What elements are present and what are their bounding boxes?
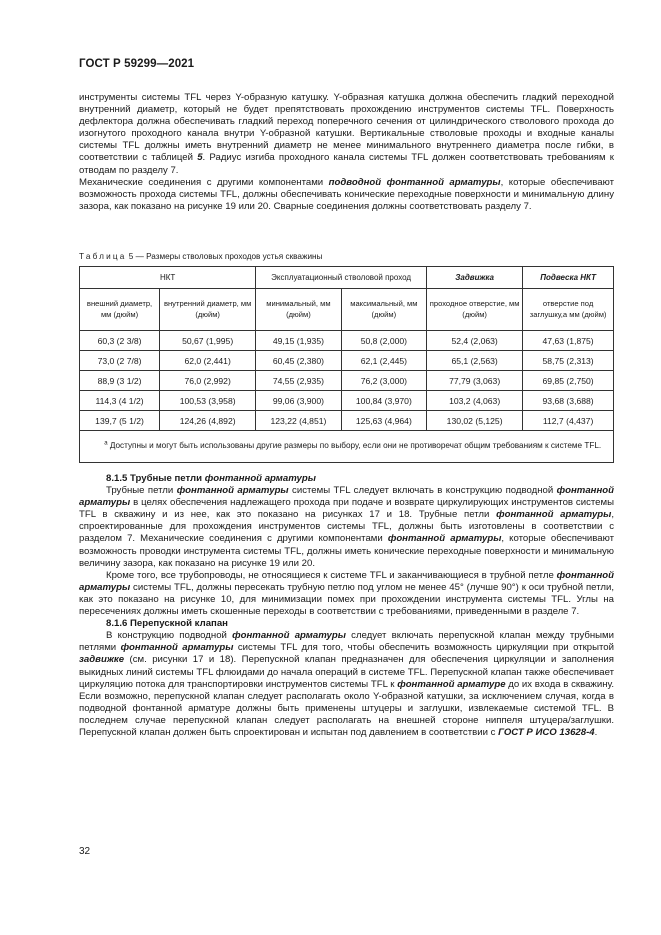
table-row xyxy=(80,331,614,351)
table-caption-word: Таблица xyxy=(79,252,127,261)
table-cell: 52,4 (2,063) xyxy=(427,331,523,351)
table-cell: 49,15 (1,935) xyxy=(256,331,341,351)
group-header-tubing: НКТ xyxy=(80,267,256,289)
table-cell: 50,8 (2,000) xyxy=(341,331,426,351)
text-run: , спроектированные для прохождения инструментов системы TFL, должны быть изготовлены в соответствии с разделом 7. Механические соединения с другими компонентами xyxy=(79,509,615,545)
text-run: Трубные петли xyxy=(106,485,177,497)
text-run: (см. рисунки 17 и 18). Перепускной клапан предназначен для обеспечения циркуляции и заполнения выкидных линий системы TFL флюидами до начала операций в системе TFL. Перепускной клапан также обеспечивает циркуляцию потока для транспортировки инструментов системы TFL к xyxy=(79,654,614,690)
table-cell: 60,45 (2,380) xyxy=(256,351,341,371)
intro-p1-text: инструменты системы TFL через Y-образную катушку. Y-образная катушка должна обеспечить гладкий переходной внутренний диаметр, который не будет препятствовать прохождению инструментов системы TFL. Поверхность дефлектора должна обеспечивать гладкий переход поперечного сечения от цилиндрического стволового прохода до изогнутого проходного канала внутри Y-образной катушки. Вертикальные стволовые проходы и входные каналы системы TFL должны иметь внутренний диаметр не менее минимального внутреннего диаметра после гибки, в соответствии с таблицей xyxy=(79,92,614,164)
table-cell: 76,0 (2,992) xyxy=(160,371,256,391)
text-run: , которые обеспечивают возможность проводки инструмента системы TFL, должны иметь конические переходные поверхности и минимальную величину зазора, как показано на рисунке 19 или 20. xyxy=(79,533,614,569)
group-header-production-bore: Эксплуатационный стволовой проход xyxy=(256,267,427,289)
emphasis-run: фонтанной арматуры xyxy=(79,485,614,509)
text-run: в целях обеспечения надлежащего прохода при подаче и возврате циркулирующих инструментов системы TFL в скважину и из нее, как это показано на рисунках 17 и 18. Трубные петли xyxy=(79,497,614,521)
section-8-1-5-heading-emphasis: фонтанной арматуры xyxy=(204,473,316,484)
emphasis-run: фонтанной арматуре xyxy=(397,678,506,690)
table-cell: 124,26 (4,892) xyxy=(160,411,256,431)
subheader-through-bore: проходное отверстие, мм (дюйм) xyxy=(427,289,523,331)
subheader-plug-bore: отверстие под заглушку,а мм (дюйм) xyxy=(523,289,614,331)
text-run: Кроме того, все трубопроводы, не относящиеся к системе TFL и заканчивающиеся в трубной петле xyxy=(106,569,557,581)
table-cell: 60,3 (2 3/8) xyxy=(80,331,160,351)
table-cell: 88,9 (3 1/2) xyxy=(80,371,160,391)
table-cell: 93,68 (3,688) xyxy=(523,391,614,411)
document-header: ГОСТ Р 59299—2021 xyxy=(79,58,195,70)
intro-p2-end: , которые обеспечивают возможность прохода системы TFL, должны обеспечивать конические переходные поверхности и минимальную длину зазора, как показано на рисунке 19 или 20. Сварные соединения должны соответствовать разделу 7. xyxy=(79,176,614,212)
emphasis-run: фонтанной арматуры xyxy=(496,509,612,521)
intro-text xyxy=(79,92,614,213)
table-cell: 47,63 (1,875) xyxy=(523,331,614,351)
table-cell: 76,2 (3,000) xyxy=(341,371,426,391)
table-cell: 100,84 (3,970) xyxy=(341,391,426,411)
table-cell: 65,1 (2,563) xyxy=(427,351,523,371)
page-number: 32 xyxy=(79,846,91,857)
table-reference: 5 xyxy=(197,152,203,164)
emphasis-run: фонтанной арматуры xyxy=(120,642,234,654)
table-group-header-row xyxy=(80,267,614,289)
table-footnote xyxy=(80,431,614,463)
intro-paragraph-2 xyxy=(79,177,614,213)
table-cell: 125,63 (4,964) xyxy=(341,411,426,431)
footnote-text: Доступны и могут быть использованы другие размеры по выбору, если они не противоречат общим требованиям к системе TFL. xyxy=(109,440,602,450)
table-cell: 50,67 (1,995) xyxy=(160,331,256,351)
table-cell: 100,53 (3,958) xyxy=(160,391,256,411)
table-row xyxy=(80,411,614,431)
group-header-valve: Задвижка xyxy=(427,267,523,289)
section-8-1-5-heading xyxy=(79,473,614,485)
emphasis-run: фонтанной арматуры xyxy=(176,485,289,497)
table-body xyxy=(80,331,614,431)
section-8-1-6-heading: 8.1.6 Перепускной клапан xyxy=(106,618,228,630)
table-caption-title: 5 — Размеры стволовых проходов устья скважины xyxy=(128,252,323,261)
group-header-tubing-hanger: Подвеска НКТ xyxy=(523,267,614,289)
table-cell: 123,22 (4,851) xyxy=(256,411,341,431)
emphasis-run: фонтанной арматуры xyxy=(387,533,502,545)
table-cell: 77,79 (3,063) xyxy=(427,371,523,391)
table-caption xyxy=(79,252,322,261)
text-run: системы TFL для того, чтобы обеспечить возможность циркуляции при открытой xyxy=(233,642,614,654)
text-run: . xyxy=(594,726,598,738)
intro-p2-emphasis: подводной фонтанной арматуры xyxy=(328,176,501,188)
table-row xyxy=(80,391,614,411)
section-8-1-5-heading-text: 8.1.5 Трубные петли xyxy=(106,473,205,484)
table-cell: 74,55 (2,935) xyxy=(256,371,341,391)
intro-paragraph-1 xyxy=(79,92,614,177)
subheader-maximum: максимальный, мм (дюйм) xyxy=(341,289,426,331)
table-cell: 58,75 (2,313) xyxy=(523,351,614,371)
table-cell: 62,0 (2,441) xyxy=(160,351,256,371)
section-8-1-5 xyxy=(79,473,614,739)
subheader-minimum: минимальный, мм (дюйм) xyxy=(256,289,341,331)
table-cell: 112,7 (4,437) xyxy=(523,411,614,431)
section-8-1-6-paragraph-1 xyxy=(79,630,614,739)
table-cell: 62,1 (2,445) xyxy=(341,351,426,371)
footnote-mark: а xyxy=(104,440,108,447)
table-cell: 103,2 (4,063) xyxy=(427,391,523,411)
text-run: системы TFL следует включать в конструкцию подводной xyxy=(288,485,557,497)
emphasis-run: ГОСТ Р ИСО 13628-4 xyxy=(498,726,595,738)
intro-p1-tail: . Радиус изгиба проходного канала системы TFL должен соответствовать требованиям к отводам по разделу 7. xyxy=(79,152,614,176)
table-cell: 99,06 (3,900) xyxy=(256,391,341,411)
table-cell: 114,3 (4 1/2) xyxy=(80,391,160,411)
emphasis-run: задвижке xyxy=(79,654,125,666)
table-cell: 130,02 (5,125) xyxy=(427,411,523,431)
emphasis-run: фонтанной арматуры xyxy=(232,630,346,642)
subheader-outer-diameter: внешний диаметр, мм (дюйм) xyxy=(80,289,160,331)
text-run: до их входа в скважину. Если возможно, перепускной клапан следует располагать около Y-образной катушки, за исключением случая, когда в подводной фонтанной арматуре должны быть применены штуцеры и заглушки, извлекаемые системой TFL. В последнем случае перепускной клапан следует располагать на внешней стороне ниппеля штуцера/заглушки. Перепускной клапан должен быть спроектирован и испытан под давлением в соответствии с xyxy=(79,678,615,738)
table-footnote-row xyxy=(80,431,614,463)
section-8-1-5-paragraph-1 xyxy=(79,485,614,570)
bore-sizes-table xyxy=(79,266,614,463)
subheader-inner-diameter: внутренний диаметр, мм (дюйм) xyxy=(160,289,256,331)
table-cell: 73,0 (2 7/8) xyxy=(80,351,160,371)
text-run: следует включать перепускной клапан между трубными петлями xyxy=(79,630,615,654)
section-8-1-5-paragraph-2 xyxy=(79,570,614,618)
table-subheader-row xyxy=(80,289,614,331)
table-row xyxy=(80,351,614,371)
table-row xyxy=(80,371,614,391)
emphasis-run: фонтанной арматуры xyxy=(79,569,614,593)
intro-p2-start: Механические соединения с другими компонентами xyxy=(79,176,329,188)
text-run: В конструкцию подводной xyxy=(106,630,233,642)
table-cell: 69,85 (2,750) xyxy=(523,371,614,391)
text-run: системы TFL, должны пересекать трубную петлю под углом не менее 45° (лучше 90°) к оси трубной петли, как это показано на рисунке 10, для минимизации помех при прохождении инструмента системы TFL. Углы на пересечениях должны иметь скошенные переходы в соответствии с требованиями, приведенными в разделе 7. xyxy=(79,581,614,618)
table-cell: 139,7 (5 1/2) xyxy=(80,411,160,431)
